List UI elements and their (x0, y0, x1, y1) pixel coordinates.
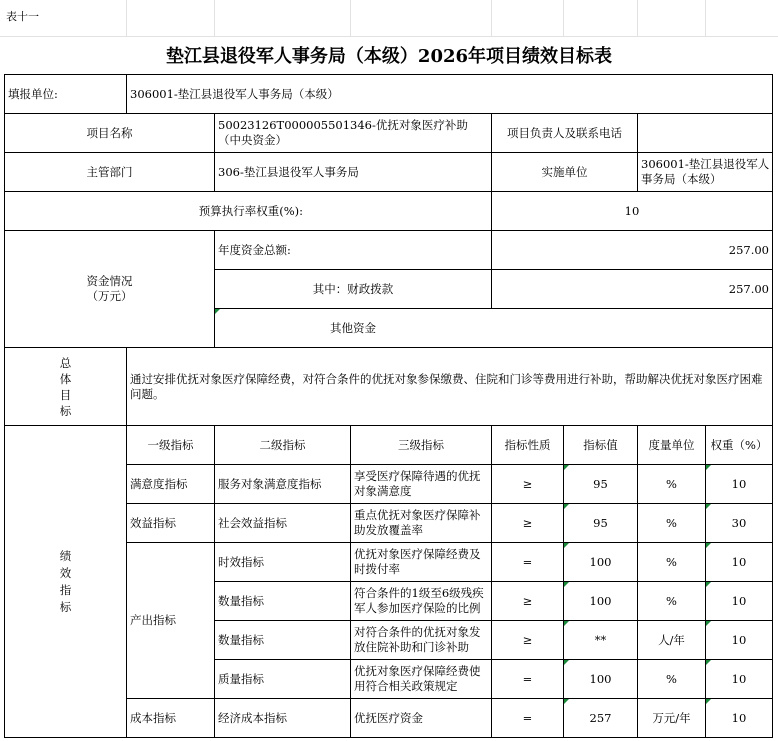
value-cell[interactable]: 95 (593, 515, 608, 530)
funds-label-line2: （万元） (86, 289, 133, 303)
weight-cell[interactable]: 10 (731, 710, 747, 725)
unit-cell[interactable]: % (666, 593, 677, 608)
perf-indicators-label (5, 426, 126, 737)
nature-cell[interactable]: = (522, 554, 533, 569)
table-border (772, 74, 773, 738)
unit-cell[interactable]: % (666, 476, 677, 491)
level3-cell[interactable]: 对符合条件的优抚对象发放住院补助和门诊补助 (354, 625, 481, 654)
grid-line (126, 0, 127, 36)
header-level3: 三级指标 (398, 437, 444, 452)
page-title: 垫江县退役军人事务局（本级）2026年项目绩效目标表 (165, 46, 613, 67)
perf-label-char: 绩 (59, 548, 72, 563)
overall-goal-label-char: 总 (59, 355, 72, 370)
value-cell[interactable]: 100 (589, 593, 612, 608)
unit-cell[interactable]: % (666, 515, 677, 530)
level2-cell[interactable]: 时效指标 (218, 554, 264, 569)
value-cell[interactable]: 100 (589, 671, 612, 686)
unit-cell[interactable]: % (666, 671, 677, 686)
value-cell[interactable]: 95 (593, 476, 608, 491)
level2-cell[interactable]: 经济成本指标 (218, 710, 287, 725)
header-unit: 度量单位 (648, 437, 695, 452)
level1-satisfaction: 满意度指标 (130, 476, 188, 491)
nature-cell[interactable]: ≥ (522, 593, 533, 608)
value-cell[interactable]: 257 (589, 710, 612, 725)
perf-label-char: 标 (59, 599, 72, 614)
funds-total-label: 年度资金总额: (218, 242, 291, 257)
nature-cell[interactable]: ≥ (522, 515, 533, 530)
unit-cell[interactable]: 人/年 (658, 632, 685, 647)
funds-fiscal-value[interactable]: 257.00 (728, 281, 769, 296)
header-level2: 二级指标 (259, 437, 306, 452)
header-nature: 指标性质 (504, 437, 551, 452)
header-weight: 权重（%） (710, 437, 768, 452)
dept-value[interactable]: 306-垫江县退役军人事务局 (218, 164, 359, 179)
project-name-value[interactable]: 50023126T000005501346-优抚对象医疗补助（中央资金） (218, 118, 468, 147)
grid-line (705, 0, 706, 36)
level2-cell[interactable]: 服务对象满意度指标 (218, 476, 322, 491)
contact-label: 项目负责人及联系电话 (507, 125, 622, 140)
contact-value[interactable] (638, 114, 772, 152)
budget-weight-value[interactable]: 10 (624, 203, 640, 218)
unit-value[interactable]: 306001-垫江县退役军人事务局（本级） (130, 86, 339, 101)
nature-cell[interactable]: = (522, 710, 533, 725)
level1-output: 产出指标 (130, 613, 176, 627)
weight-cell[interactable]: 10 (731, 632, 747, 647)
funds-label-line1: 资金情况 (86, 274, 133, 288)
funds-total-value[interactable]: 257.00 (728, 242, 769, 257)
grid-line (350, 0, 351, 36)
impl-value[interactable]: 306001-垫江县退役军人事务局（本级） (641, 157, 770, 186)
unit-cell[interactable]: 万元/年 (652, 710, 691, 725)
overall-goal-label-char: 目 (59, 387, 72, 402)
level2-cell[interactable]: 质量指标 (218, 671, 264, 686)
level3-cell[interactable]: 优抚医疗资金 (354, 710, 423, 725)
grid-line (491, 0, 492, 36)
level3-cell[interactable]: 优抚对象医疗保障经费使用符合相关政策规定 (354, 664, 481, 693)
header-level1: 一级指标 (147, 437, 194, 452)
nature-cell[interactable]: = (522, 671, 533, 686)
level1-cost: 成本指标 (130, 710, 176, 725)
funds-other-label: 其他资金 (330, 320, 376, 335)
nature-cell[interactable]: ≥ (522, 632, 533, 647)
overall-goal-label-char: 体 (59, 371, 72, 386)
dept-label: 主管部门 (86, 164, 133, 179)
budget-weight-label: 预算执行率权重(%): (198, 203, 303, 218)
grid-line (637, 0, 638, 36)
overall-goal-label-char: 标 (59, 403, 72, 418)
value-cell[interactable]: ** (594, 632, 607, 647)
funds-label (5, 231, 214, 347)
level3-cell[interactable]: 重点优抚对象医疗保障补助发放覆盖率 (354, 508, 481, 537)
weight-cell[interactable]: 10 (731, 593, 747, 608)
perf-label-char: 效 (59, 565, 72, 580)
level3-cell[interactable]: 享受医疗保障待遇的优抚对象满意度 (354, 469, 481, 498)
nature-cell[interactable]: ≥ (522, 476, 533, 491)
grid-line (214, 0, 215, 36)
level1-benefit: 效益指标 (130, 515, 176, 530)
level3-cell[interactable]: 优抚对象医疗保障经费及时拨付率 (354, 547, 481, 576)
level2-cell[interactable]: 社会效益指标 (218, 515, 287, 530)
overall-goal-text[interactable]: 通过安排优抚对象医疗保障经费，对符合条件的优抚对象参保缴费、住院和门诊等费用进行补助，帮助解决优抚对象医疗困难问题。 (130, 371, 763, 401)
project-name-label: 项目名称 (86, 125, 133, 140)
table-border (4, 737, 773, 738)
level2-cell[interactable]: 数量指标 (218, 593, 264, 608)
grid-line (563, 0, 564, 36)
value-cell[interactable]: 100 (589, 554, 612, 569)
weight-cell[interactable]: 10 (731, 476, 747, 491)
level3-cell[interactable]: 符合条件的1级至6级残疾军人参加医疗保险的比例 (354, 586, 484, 615)
weight-cell[interactable]: 30 (731, 515, 747, 530)
header-value: 指标值 (583, 437, 618, 452)
weight-cell[interactable]: 10 (731, 554, 747, 569)
perf-label-char: 指 (59, 582, 72, 597)
level2-cell[interactable]: 数量指标 (218, 632, 264, 647)
unit-cell[interactable]: % (666, 554, 677, 569)
table-number-note: 表十一 (6, 10, 39, 23)
weight-cell[interactable]: 10 (731, 671, 747, 686)
overall-goal-label (5, 348, 126, 425)
impl-label: 实施单位 (541, 164, 588, 179)
funds-fiscal-label: 其中：财政拨款 (312, 281, 394, 296)
unit-label: 填报单位: (8, 86, 58, 101)
funds-other-value[interactable] (492, 309, 772, 347)
